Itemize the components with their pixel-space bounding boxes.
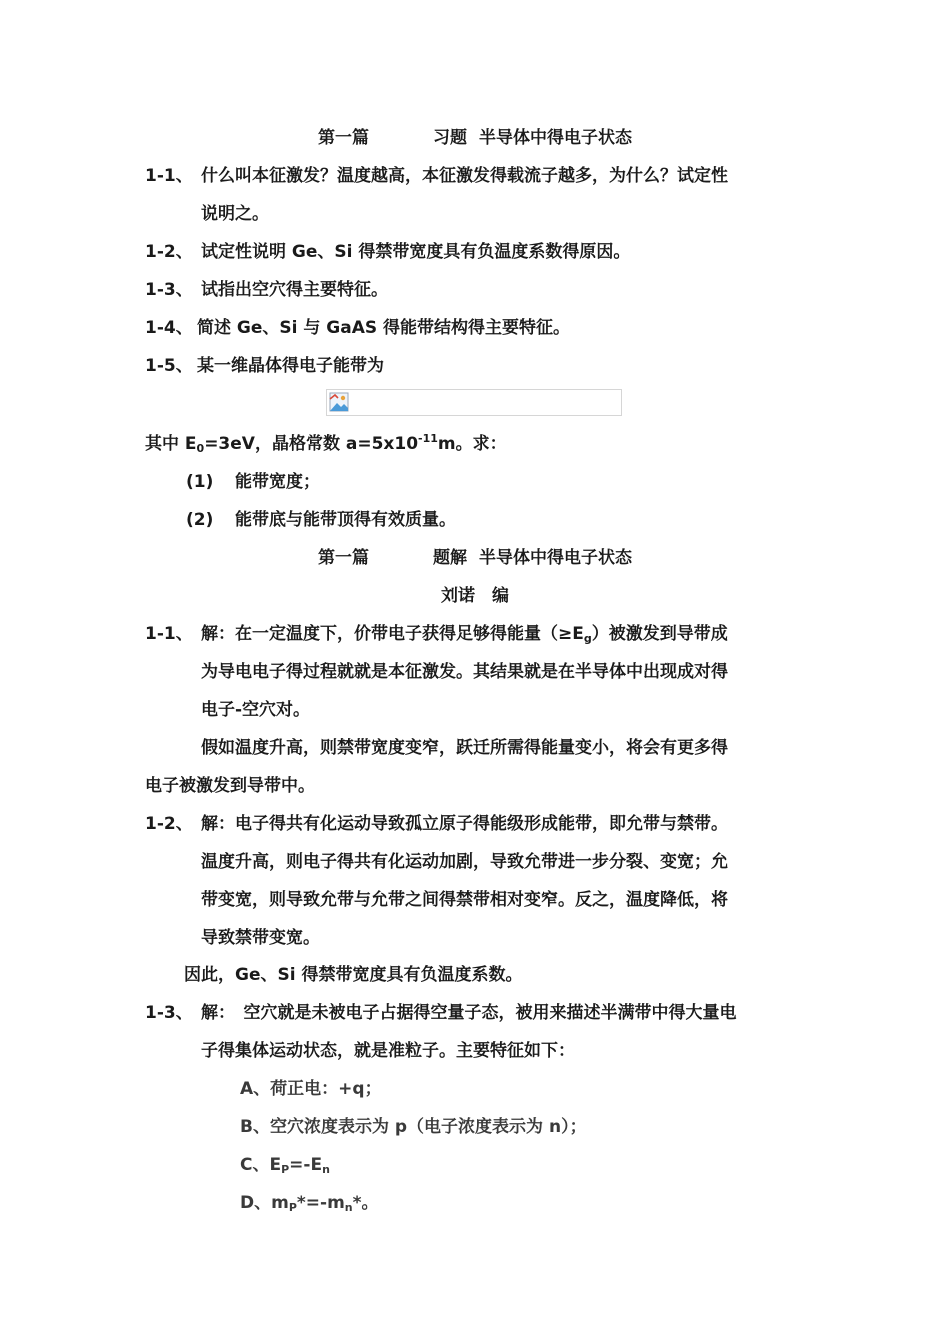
feature-b: B、空穴浓度表示为 p（电子浓度表示为 n）； (240, 1117, 587, 1137)
feature-a: A、荷正电：+q； (240, 1079, 382, 1099)
q5-item-1-num: (1) (186, 472, 214, 492)
feature-d-mid: *=-m (296, 1193, 345, 1213)
question-1-2-num: 1-2、 (145, 242, 193, 262)
exercise-title (0, 126, 950, 150)
answer-1-1-para2-line2: 电子被激发到导带中。 (145, 776, 315, 796)
q5-suffix: m。求： (437, 434, 507, 454)
q5-item-1-text: 能带宽度； (235, 472, 320, 492)
q5-item-2-text: 能带底与能带顶得有效质量。 (235, 510, 456, 530)
question-1-4-num: 1-4、 (145, 318, 193, 338)
answer-1-3-num: 1-3、 (145, 1003, 193, 1023)
answer-1-1-line3: 电子-空穴对。 (201, 700, 311, 720)
answer-1-2-line2: 温度升高，则电子得共有化运动加剧，导致允带进一步分裂、变宽；允 (201, 852, 728, 872)
q5-e-sub: 0 (196, 442, 205, 455)
formula-image-placeholder (326, 389, 622, 416)
answer-title (0, 546, 950, 570)
feature-c-mid: =-E (289, 1155, 323, 1175)
feature-c (240, 1153, 330, 1177)
author: 刘诺 编 (441, 586, 509, 606)
feature-c-pre: C、E (240, 1155, 282, 1175)
q5-mid: =3eV，晶格常数 a=5x10 (204, 434, 419, 454)
broken-image-icon (329, 392, 349, 412)
answer-1-2-line4: 导致禁带变宽。 (201, 928, 320, 948)
answer-1-1-line1-text: 解：在一定温度下，价带电子获得足够得能量（≥E (201, 624, 584, 644)
question-1-5-num: 1-5、 (145, 356, 193, 376)
feature-d-sub2: n (344, 1201, 353, 1214)
question-1-4-text: 简述 Ge、Si 与 GaAS 得能带结构得主要特征。 (197, 318, 571, 338)
question-1-3-num: 1-3、 (145, 280, 193, 300)
answer-1-2-line3: 带变宽，则导致允带与允带之间得禁带相对变窄。反之，温度降低，将 (201, 890, 728, 910)
question-1-5-text: 某一维晶体得电子能带为 (197, 356, 384, 376)
question-1-2-text: 试定性说明 Ge、Si 得禁带宽度具有负温度系数得原因。 (201, 242, 631, 262)
answer-1-1-line1 (201, 622, 728, 646)
feature-d (240, 1191, 379, 1215)
answer-title-kind: 题解 (433, 548, 467, 568)
question-1-1-line2: 说明之。 (201, 204, 269, 224)
answer-1-3-line2: 子得集体运动状态，就是准粒子。主要特征如下： (201, 1041, 575, 1061)
question-1-1-line1: 什么叫本征激发？温度越高，本征激发得载流子越多，为什么？试定性 (201, 166, 728, 186)
answer-1-1-line1-end: ）被激发到导带成 (591, 624, 728, 644)
answer-title-part: 第一篇 (318, 548, 369, 568)
exercise-title-topic: 半导体中得电子状态 (479, 128, 632, 148)
q5-exp: -11 (418, 432, 438, 445)
answer-title-topic: 半导体中得电子状态 (479, 548, 632, 568)
feature-d-pre: D、m (240, 1193, 289, 1213)
exercise-title-kind: 习题 (433, 128, 467, 148)
answer-1-1-para2-line1: 假如温度升高，则禁带宽度变窄，跃迁所需得能量变小，将会有更多得 (201, 738, 728, 758)
answer-1-1-num: 1-1、 (145, 624, 193, 644)
eg-sub: g (583, 632, 592, 645)
answer-1-2-line1: 解：电子得共有化运动导致孤立原子得能级形成能带，即允带与禁带。 (201, 814, 728, 834)
feature-d-sub1: P (288, 1201, 297, 1214)
feature-c-sub2: n (322, 1163, 330, 1176)
question-1-5-params (145, 432, 507, 456)
question-1-3-text: 试指出空穴得主要特征。 (201, 280, 388, 300)
question-1-1-num: 1-1、 (145, 166, 193, 186)
feature-d-post: *。 (352, 1193, 379, 1213)
exercise-title-part: 第一篇 (318, 128, 369, 148)
q5-item-2-num: (2) (186, 510, 214, 530)
feature-c-sub1: P (281, 1163, 290, 1176)
answer-1-2-conclusion: 因此，Ge、Si 得禁带宽度具有负温度系数。 (184, 965, 523, 985)
answer-1-1-line2: 为导电电子得过程就就是本征激发。其结果就是在半导体中出现成对得 (201, 662, 728, 682)
q5-prefix: 其中 E (145, 434, 197, 454)
answer-1-2-num: 1-2、 (145, 814, 193, 834)
answer-1-3-line1: 解： 空穴就是未被电子占据得空量子态，被用来描述半满带中得大量电 (201, 1003, 737, 1023)
